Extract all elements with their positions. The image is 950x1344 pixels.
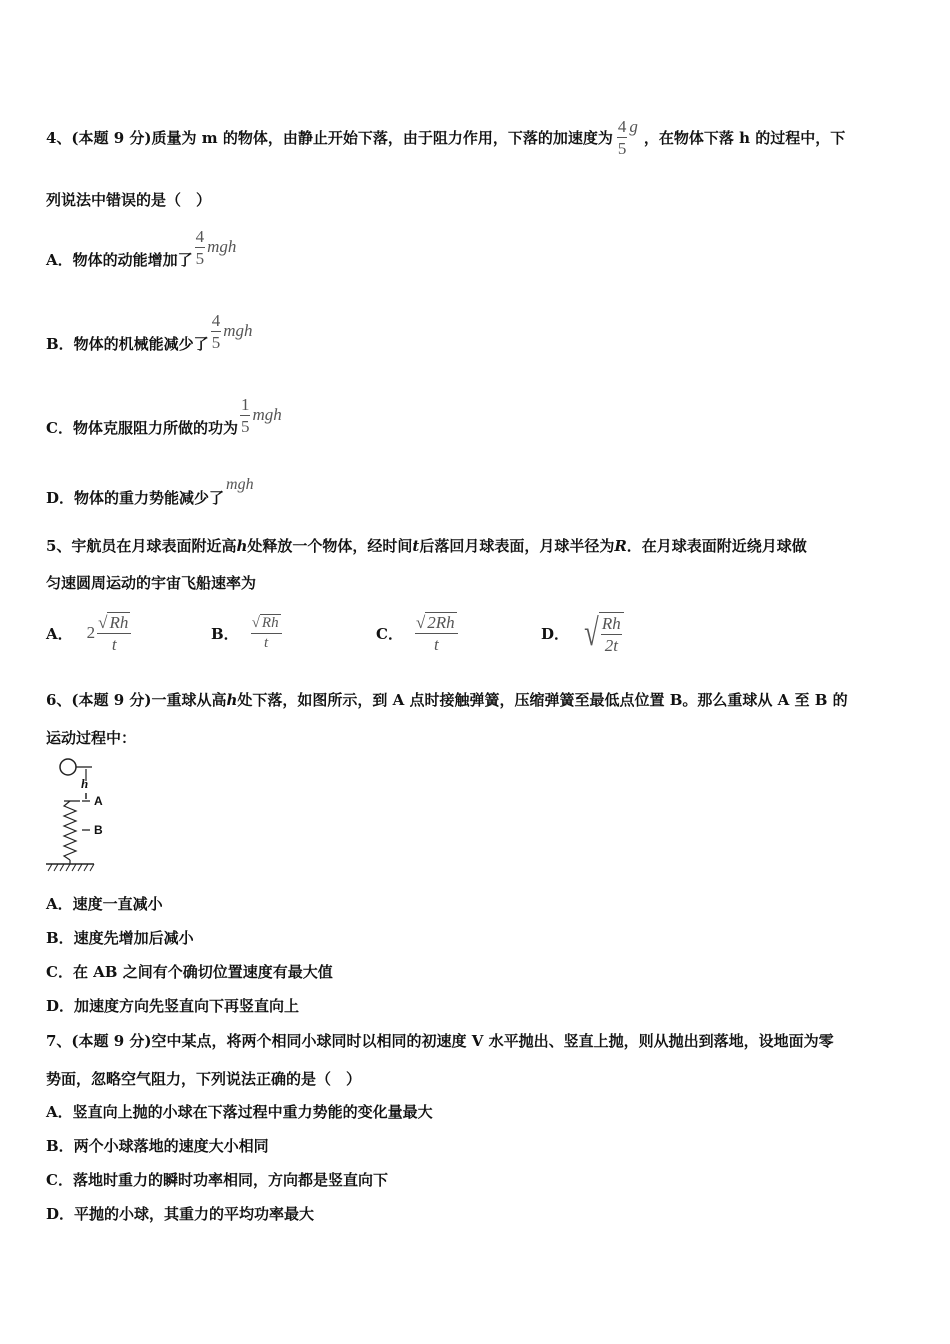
q6-stem-line1 bbox=[46, 689, 848, 710]
q5-option-c-fraction bbox=[415, 614, 458, 653]
q4-option-b-fraction bbox=[211, 312, 222, 351]
ground-hatching bbox=[48, 864, 94, 871]
q5-option-c bbox=[376, 605, 458, 661]
q5-option-a-den: t bbox=[111, 634, 117, 654]
q6-option-c: C．在 AB 之间有个确切位置速度有最大值 bbox=[46, 963, 333, 981]
q4-accel-fraction bbox=[617, 118, 628, 157]
q5-option-d-radical-sign: √ bbox=[584, 612, 599, 654]
q4-option-c bbox=[46, 392, 282, 462]
q5-option-a bbox=[46, 605, 131, 661]
q5-stem-b: 处释放一个物体，经时间 bbox=[247, 537, 413, 555]
q5-option-a-num: √ Rh bbox=[97, 614, 131, 634]
q5-option-a-coef: 2 bbox=[86, 623, 96, 642]
q5-stem-d: ．在月球表面附近绕月球做 bbox=[626, 537, 807, 555]
q6-option-a: A．速度一直减小 bbox=[46, 895, 163, 913]
q5-var-t: t bbox=[412, 537, 420, 555]
q4-accel-num: 4 bbox=[617, 116, 627, 136]
q7-option-c: C．落地时重力的瞬时功率相同，方向都是竖直向下 bbox=[46, 1171, 388, 1189]
q4-accel-den: 5 bbox=[617, 138, 627, 158]
q4-option-a-den: 5 bbox=[195, 248, 205, 268]
q4-option-c-text: C．物体克服阻力所做的功为 bbox=[46, 418, 238, 437]
q7-stem-line2: 势面，忽略空气阻力，下列说法正确的是（ ） bbox=[46, 1070, 362, 1088]
ball bbox=[60, 759, 76, 775]
q4-option-a-expr: mgh bbox=[207, 237, 237, 256]
q6-option-d: D．加速度方向先竖直向下再竖直向上 bbox=[46, 997, 300, 1015]
q7-option-a: A．竖直向上抛的小球在下落过程中重力势能的变化量最大 bbox=[46, 1103, 433, 1121]
q4-option-c-den: 5 bbox=[240, 416, 250, 436]
q7-option-d: D．平抛的小球，其重力的平均功率最大 bbox=[46, 1205, 315, 1223]
q5-stem-a: 5、宇航员在月球表面附近高 bbox=[46, 537, 237, 555]
q5-option-d bbox=[541, 605, 624, 661]
q5-stem-c: 后落回月球表面，月球半径为 bbox=[419, 537, 615, 555]
q5-option-d-den: 2t bbox=[604, 636, 618, 655]
q7-option-b: B．两个小球落地的速度大小相同 bbox=[46, 1137, 269, 1155]
q4-option-d-expr: mgh bbox=[226, 476, 254, 493]
q5-option-c-den: t bbox=[433, 634, 439, 654]
q4-accel-var: g bbox=[629, 117, 638, 136]
q7-stem-line1: 7、(本题 9 分)空中某点，将两个相同小球同时以相同的初速度 V 水平抛出、竖直上抛，则从抛出到落地，设地面为零 bbox=[46, 1032, 834, 1050]
q4-stem-part1: 4、(本题 9 分)质量为 m 的物体，由静止开始下落，由于阻力作用，下落的加速度为 bbox=[46, 128, 613, 147]
q5-option-d-label: D． bbox=[541, 624, 570, 643]
q5-option-c-num: √ 2Rh bbox=[415, 614, 458, 634]
q5-option-b-den: t bbox=[264, 634, 269, 651]
q6-var-h: h bbox=[226, 691, 238, 709]
q4-option-b-num: 4 bbox=[211, 310, 221, 330]
q5-option-a-label: A． bbox=[46, 624, 73, 643]
q4-option-a-num: 4 bbox=[195, 226, 205, 246]
q4-option-a-fraction bbox=[195, 228, 206, 267]
q5-option-c-radicand: 2Rh bbox=[427, 612, 455, 632]
q5-var-R: R bbox=[614, 537, 627, 555]
q4-option-c-expr: mgh bbox=[252, 405, 282, 424]
q5-var-h: h bbox=[236, 537, 248, 555]
q6-stem-a: 6、(本题 9 分)一重球从高 bbox=[46, 691, 227, 709]
q6-stem-line2: 运动过程中： bbox=[46, 729, 137, 747]
q5-option-b-fraction bbox=[251, 616, 282, 651]
q4-option-b-den: 5 bbox=[211, 332, 221, 352]
q4-option-b bbox=[46, 308, 252, 378]
spring-coil bbox=[64, 801, 76, 860]
q5-option-b-radicand: Rh bbox=[261, 614, 279, 631]
q5-stem-line1 bbox=[46, 535, 807, 556]
spring-ball-figure bbox=[44, 755, 114, 875]
q6-stem-b: 处下落，如图所示，到 A 点时接触弹簧，压缩弹簧至最低点位置 B。那么重球从 A 至 B 的 bbox=[237, 691, 848, 709]
q5-stem-line2: 匀速圆周运动的宇宙飞船速率为 bbox=[46, 574, 257, 592]
q5-option-a-radicand: Rh bbox=[109, 612, 129, 632]
q5-option-b bbox=[211, 605, 282, 661]
q5-option-b-num: √ Rh bbox=[251, 616, 282, 634]
q5-option-c-label: C． bbox=[376, 624, 403, 643]
q5-option-b-label: B． bbox=[211, 624, 239, 643]
q4-option-b-text: B．物体的机械能减少了 bbox=[46, 334, 209, 353]
q5-option-d-fraction bbox=[599, 612, 624, 654]
q5-option-d-sqrt bbox=[581, 612, 624, 654]
q4-stem-line2: 列说法中错误的是（ ） bbox=[46, 191, 212, 209]
q4-option-a bbox=[46, 224, 236, 294]
label-A: A bbox=[94, 794, 103, 808]
q4-option-a-text: A．物体的动能增加了 bbox=[46, 250, 193, 269]
q6-option-b: B．速度先增加后减小 bbox=[46, 929, 194, 947]
q4-stem-line1 bbox=[46, 103, 845, 171]
label-h: h bbox=[81, 776, 89, 791]
q4-stem-part2: ，在物体下落 h 的过程中，下 bbox=[643, 128, 846, 147]
q5-option-a-fraction bbox=[97, 614, 131, 653]
q4-option-d bbox=[46, 472, 254, 522]
label-B: B bbox=[94, 823, 103, 837]
q4-option-c-fraction bbox=[240, 396, 251, 435]
q4-option-c-num: 1 bbox=[240, 394, 250, 414]
q4-option-b-expr: mgh bbox=[223, 321, 253, 340]
q4-option-d-text: D．物体的重力势能减少了 bbox=[46, 488, 225, 507]
q5-option-d-num: Rh bbox=[601, 614, 621, 633]
